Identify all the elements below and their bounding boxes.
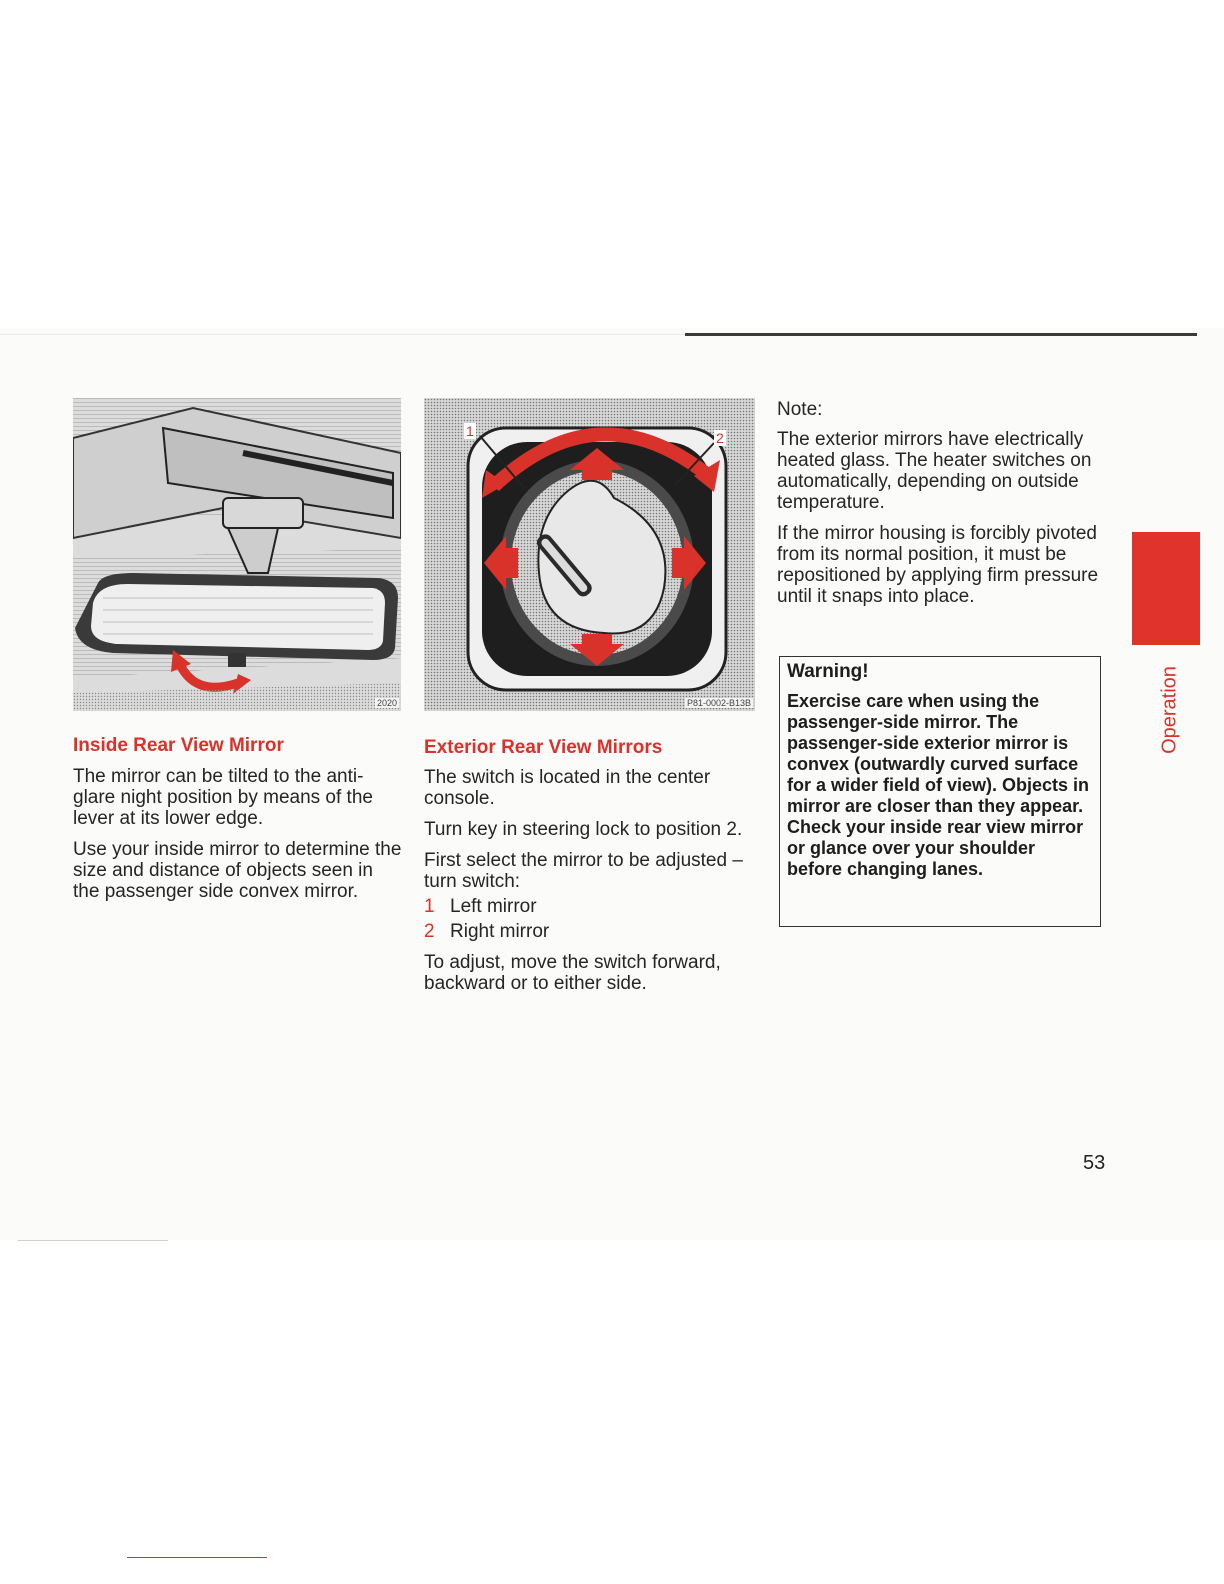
bottom-rule [18, 1240, 168, 1241]
mirror-switch-illustration [424, 398, 755, 711]
exterior-mirror-text [424, 767, 754, 1004]
heading-inside-mirror: Inside Rear View Mirror [73, 735, 284, 756]
figure-callout-2: 2 [716, 430, 724, 446]
list-item [424, 921, 754, 942]
list-item [424, 896, 754, 917]
paragraph: Turn key in steering lock to position 2. [424, 819, 743, 840]
note-label: Note: [777, 399, 823, 420]
figure-callout-1: 1 [466, 423, 474, 439]
paragraph: Use your inside mirror to determine the size and distance of objects seen in the passenger side convex mirror. [73, 839, 402, 902]
footer-rule [127, 1557, 267, 1558]
paragraph: To adjust, move the switch forward, backward or to either side. [424, 952, 721, 994]
list-number: 2 [424, 921, 435, 942]
warning-box [779, 656, 1101, 927]
warning-text: Exercise care when using the passenger-side mirror. The passenger-side exterior mirror is convex (outwardly curved surface for a wider field of view). Objects in mirror are closer than they appear. Check your inside rear view mirror or glance over your shoulder before changing lanes. [787, 691, 1090, 879]
heading-exterior-mirrors: Exterior Rear View Mirrors [424, 737, 663, 758]
paragraph: If the mirror housing is forcibly pivoted from its normal position, it must be repositioned by applying firm pressure until it snaps into place. [777, 523, 1099, 607]
paragraph: The mirror can be tilted to the anti-glare night position by means of the lever at its lower edge. [73, 766, 373, 829]
inside-mirror-text [73, 766, 403, 912]
figure-label-middle: P81-0002-B13B [686, 698, 751, 708]
top-rule-fade [0, 334, 685, 335]
section-tab-marker [1132, 532, 1200, 645]
paragraph: First select the mirror to be adjusted – turn switch: [424, 850, 743, 892]
list-text: Left mirror [450, 896, 537, 917]
section-tab-label [1140, 660, 1200, 760]
paragraph: The exterior mirrors have electrically heated glass. The heater switches on automatically, depending on outside temperature. [777, 429, 1092, 513]
note-section [777, 399, 1102, 617]
warning-title: Warning! [787, 661, 869, 682]
mirror-select-list [424, 896, 754, 942]
list-text: Right mirror [450, 921, 550, 942]
section-tab-text: Operation [1158, 666, 1181, 754]
paragraph: The switch is located in the center console. [424, 767, 711, 809]
figure-label-left: 2020 [376, 698, 397, 708]
top-rule [685, 333, 1197, 336]
inside-mirror-illustration [73, 398, 401, 711]
page-number: 53 [1083, 1152, 1106, 1174]
list-number: 1 [424, 896, 435, 917]
